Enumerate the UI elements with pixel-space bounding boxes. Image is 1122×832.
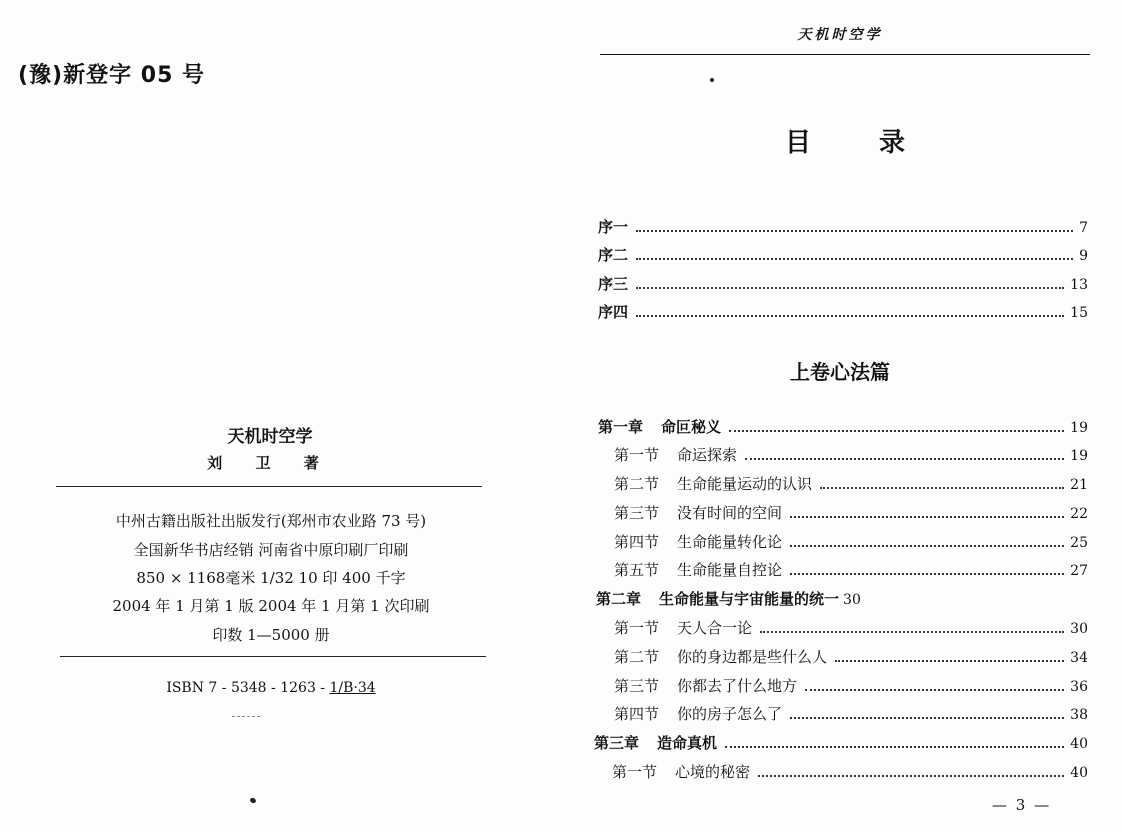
page-number: 19 <box>1070 420 1088 436</box>
page-number: 25 <box>1070 535 1088 551</box>
section-title: 你都去了什么地方 <box>677 677 798 695</box>
leader-dots <box>636 230 1073 232</box>
toc-title-char: 目 <box>785 128 812 158</box>
page-number: 34 <box>1070 650 1088 666</box>
section-number: 第三节 <box>614 677 660 695</box>
section-title: 你的房子怎么了 <box>677 705 783 723</box>
chapter-title: 造命真机 <box>657 734 718 752</box>
chapter-number: 第三章 <box>594 734 640 752</box>
preface-label: 序四 <box>598 303 629 321</box>
page-number: 7 <box>1079 220 1088 236</box>
leader-dots <box>790 545 1064 547</box>
toc-entry-section <box>612 761 1088 782</box>
section-number: 第二节 <box>614 648 660 666</box>
preface-label: 序二 <box>598 246 629 264</box>
page-number: 40 <box>1070 736 1088 752</box>
page-number: 9 <box>1079 248 1088 264</box>
toc-entry-chapter <box>594 732 1088 753</box>
section-title: 没有时间的空间 <box>677 504 783 522</box>
scan-speck <box>249 797 257 804</box>
page-number: 38 <box>1070 707 1088 723</box>
chapter-number: 第二章 <box>596 590 642 608</box>
section-number: 第二节 <box>614 475 660 493</box>
page-number: 22 <box>1070 506 1088 522</box>
imprint-distribution: 全国新华书店经销 河南省中原印刷厂印刷 <box>133 541 409 559</box>
section-number: 第一节 <box>614 446 660 464</box>
copyright-page <box>0 0 560 832</box>
leader-dots <box>790 516 1064 518</box>
toc-title-char: 录 <box>878 128 905 158</box>
page-number: 15 <box>1070 305 1088 321</box>
toc-entry-section <box>614 559 1088 580</box>
author-line: 刘 卫 著 <box>207 454 333 472</box>
section-title: 生命能量转化论 <box>677 533 783 551</box>
section-title: 生命能量自控论 <box>677 561 783 579</box>
imprint-edition: 2004 年 1 月第 1 版 2004 年 1 月第 1 次印刷 <box>112 597 430 615</box>
toc-entry-preface <box>598 244 1088 265</box>
toc-title <box>785 122 905 159</box>
section-title: 心境的秘密 <box>675 763 751 781</box>
scan-mark <box>232 716 260 717</box>
page-number: 40 <box>1070 765 1088 781</box>
section-number: 第一节 <box>614 619 660 637</box>
page-number: 21 <box>1070 477 1088 493</box>
leader-dots <box>636 315 1064 317</box>
section-number: 第五节 <box>614 561 660 579</box>
section-title: 你的身边都是些什么人 <box>677 648 828 666</box>
leader-dots <box>758 775 1064 777</box>
toc-entry-preface <box>598 216 1088 237</box>
toc-entry-section <box>614 473 1088 494</box>
preface-label: 序三 <box>598 275 629 293</box>
chapter-title: 命叵秘义 <box>661 418 722 436</box>
page-number: 30 <box>843 592 861 608</box>
page-folio: — 3 — <box>992 796 1052 814</box>
header-rule <box>600 54 1090 55</box>
imprint-print-run: 印数 1—5000 册 <box>212 626 330 644</box>
section-number: 第四节 <box>614 705 660 723</box>
toc-entry-section <box>614 502 1088 523</box>
section-number: 第三节 <box>614 504 660 522</box>
leader-dots <box>790 573 1064 575</box>
toc-entry-chapter <box>598 416 1088 437</box>
page-number: 30 <box>1070 621 1088 637</box>
isbn-tail: 1/B·34 <box>329 680 376 696</box>
leader-dots <box>760 631 1064 633</box>
page-number: 19 <box>1070 448 1088 464</box>
section-number: 第一节 <box>612 763 658 781</box>
imprint-format: 850 × 1168毫米 1/32 10 印 400 千字 <box>136 569 406 587</box>
toc-entry-chapter <box>596 588 1088 609</box>
imprint-publisher: 中州古籍出版社出版发行(郑州市农业路 73 号) <box>115 512 427 530</box>
toc-entry-preface <box>598 273 1088 294</box>
toc-entry-section <box>614 703 1088 724</box>
leader-dots <box>820 487 1064 489</box>
divider-top <box>56 486 482 487</box>
isbn <box>56 680 486 696</box>
leader-dots <box>805 689 1064 691</box>
leader-dots <box>725 746 1064 748</box>
leader-dots <box>636 287 1064 289</box>
section-title: 天人合一论 <box>677 619 753 637</box>
isbn-main: ISBN 7 - 5348 - 1263 - <box>166 680 330 696</box>
preface-label: 序一 <box>598 218 629 236</box>
running-header: 天机时空学 <box>797 27 883 43</box>
page-number: 36 <box>1070 679 1088 695</box>
toc-entry-preface <box>598 301 1088 322</box>
toc-entry-section <box>614 675 1088 696</box>
section-title: 生命能量运动的认识 <box>677 475 813 493</box>
page-number: 13 <box>1070 277 1088 293</box>
registration-number: (豫)新登字 05 号 <box>18 63 206 88</box>
leader-dots <box>745 458 1064 460</box>
toc-entry-section <box>614 531 1088 552</box>
leader-dots <box>636 258 1073 260</box>
toc-entry-section <box>614 617 1088 638</box>
part-title: 上卷心法篇 <box>790 360 890 384</box>
toc-entry-section <box>614 646 1088 667</box>
leader-dots <box>790 717 1064 719</box>
toc-entry-section <box>614 444 1088 465</box>
leader-dots <box>729 430 1064 432</box>
chapter-title: 生命能量与宇宙能量的统一 <box>659 590 840 608</box>
section-title: 命运探索 <box>677 446 738 464</box>
chapter-number: 第一章 <box>598 418 644 436</box>
divider-bottom <box>60 656 486 657</box>
book-title: 天机时空学 <box>227 427 313 447</box>
leader-dots <box>835 660 1064 662</box>
toc-page <box>560 0 1122 832</box>
scan-speck <box>710 78 714 82</box>
section-number: 第四节 <box>614 533 660 551</box>
page-number: 27 <box>1070 563 1088 579</box>
